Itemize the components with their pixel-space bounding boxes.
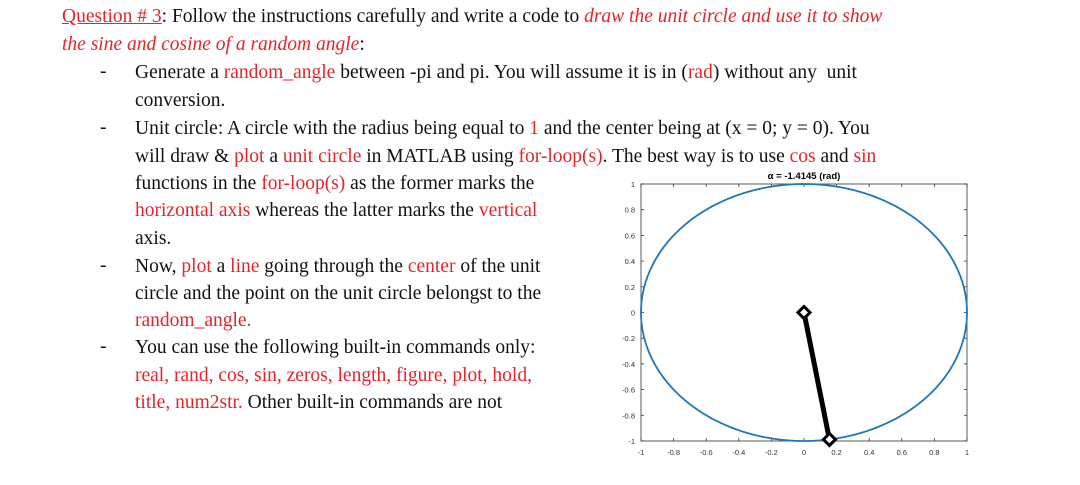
text-line xyxy=(135,309,251,333)
text-line xyxy=(135,89,225,113)
text-segment: : Follow the instructions carefully and write a code to xyxy=(161,6,585,27)
text-line xyxy=(135,391,502,415)
chart-title: α = -1.4145 (rad) xyxy=(767,171,841,182)
highlighted-text: cos xyxy=(789,146,816,167)
x-tick-label: 0.2 xyxy=(831,448,842,457)
bullet-dash: - xyxy=(100,117,107,138)
text-segment: a xyxy=(211,256,231,277)
text-segment: functions in the xyxy=(135,173,262,194)
text-segment: whereas the latter marks the xyxy=(250,200,479,221)
highlighted-text: horizontal axis xyxy=(135,200,251,221)
text-line xyxy=(135,364,532,388)
highlighted-text: sin xyxy=(853,146,877,167)
y-tick-label: 0.6 xyxy=(624,231,635,241)
y-tick-label: 1 xyxy=(630,180,635,189)
text-segment: : xyxy=(359,34,365,55)
text-line xyxy=(135,199,537,223)
highlighted-text: draw the unit circle and use it to show xyxy=(584,6,883,27)
y-tick-label: 0 xyxy=(630,308,635,318)
text-segment: will draw & xyxy=(135,146,235,167)
text-line xyxy=(62,33,365,57)
y-tick-label: 0.4 xyxy=(624,257,635,267)
text-segment: of the unit xyxy=(455,256,541,277)
text-line xyxy=(135,282,541,306)
bullet-dash: - xyxy=(100,336,107,357)
y-tick-label: -1 xyxy=(628,437,635,446)
x-tick-label: 0.8 xyxy=(929,448,940,457)
highlighted-text: title, num2str. xyxy=(135,392,243,413)
text-segment: between -pi and pi. You will assume it is in ( xyxy=(335,62,688,83)
x-tick-label: -1 xyxy=(637,448,645,457)
text-segment: and the center being at (x = 0; y = 0). You xyxy=(538,118,870,139)
text-segment: a xyxy=(264,146,283,167)
text-segment: going through the xyxy=(259,256,408,277)
highlighted-text: vertical xyxy=(478,200,538,221)
text-segment: Other built-in commands are not xyxy=(242,392,503,413)
x-tick-label: 0 xyxy=(801,448,807,457)
text-segment: Unit circle: A circle with the radius being equal to xyxy=(135,118,530,139)
text-segment: Now, xyxy=(135,256,182,277)
y-tick-label: 0.2 xyxy=(624,282,635,292)
text-line xyxy=(135,255,540,279)
x-tick-label: 0.4 xyxy=(863,448,875,457)
highlighted-text: the sine and cosine of a random angle xyxy=(62,34,360,55)
bullet-dash: - xyxy=(100,61,107,82)
y-tick-label: -0.2 xyxy=(622,334,635,344)
highlighted-text: Question # 3 xyxy=(62,6,162,27)
text-segment: and xyxy=(815,146,854,167)
x-tick-label: -0.2 xyxy=(764,448,778,457)
text-segment: ) without any unit xyxy=(712,62,857,83)
text-segment: . The best way is to use xyxy=(602,146,790,167)
highlighted-text: plot xyxy=(181,256,212,277)
highlighted-text: real, rand, cos, sin, zeros, length, figure, plot, hold, xyxy=(135,365,532,386)
text-segment: conversion. xyxy=(135,90,226,111)
highlighted-text: random_angle xyxy=(223,62,336,83)
text-segment: circle and the point on the unit circle belongst to the xyxy=(135,283,542,304)
x-tick-label: -0.6 xyxy=(699,448,713,457)
highlighted-text: plot xyxy=(234,146,265,167)
text-line xyxy=(135,336,535,360)
highlighted-text: 1 xyxy=(529,118,539,139)
y-tick-label: -0.8 xyxy=(622,411,635,421)
highlighted-text: unit circle xyxy=(282,146,362,167)
x-tick-label: 1 xyxy=(964,448,970,457)
text-segment: in MATLAB using xyxy=(361,146,519,167)
highlighted-text: for-loop(s) xyxy=(261,173,346,194)
highlighted-text: center xyxy=(407,256,456,277)
x-tick-label: -0.8 xyxy=(667,448,681,457)
text-segment: You can use the following built-in commands only: xyxy=(135,337,536,358)
highlighted-text: for-loop(s) xyxy=(518,146,603,167)
text-line xyxy=(135,61,857,85)
text-line xyxy=(135,117,870,141)
bullet-dash: - xyxy=(100,255,107,276)
x-tick-label: 0.6 xyxy=(896,448,908,457)
text-line xyxy=(135,227,171,251)
text-line xyxy=(62,5,882,29)
highlighted-text: random_angle. xyxy=(135,310,252,331)
x-tick-label: -0.4 xyxy=(732,448,746,457)
highlighted-text: line xyxy=(230,256,260,277)
y-tick-label: -0.6 xyxy=(622,385,635,395)
y-tick-label: -0.4 xyxy=(622,359,635,369)
text-segment: Generate a xyxy=(135,62,224,83)
text-line xyxy=(135,172,534,196)
unit-circle-chart xyxy=(600,165,1000,475)
highlighted-text: rad xyxy=(687,62,713,83)
y-tick-label: 0.8 xyxy=(624,205,635,215)
text-segment: axis. xyxy=(135,228,172,249)
text-segment: as the former marks the xyxy=(345,173,535,194)
